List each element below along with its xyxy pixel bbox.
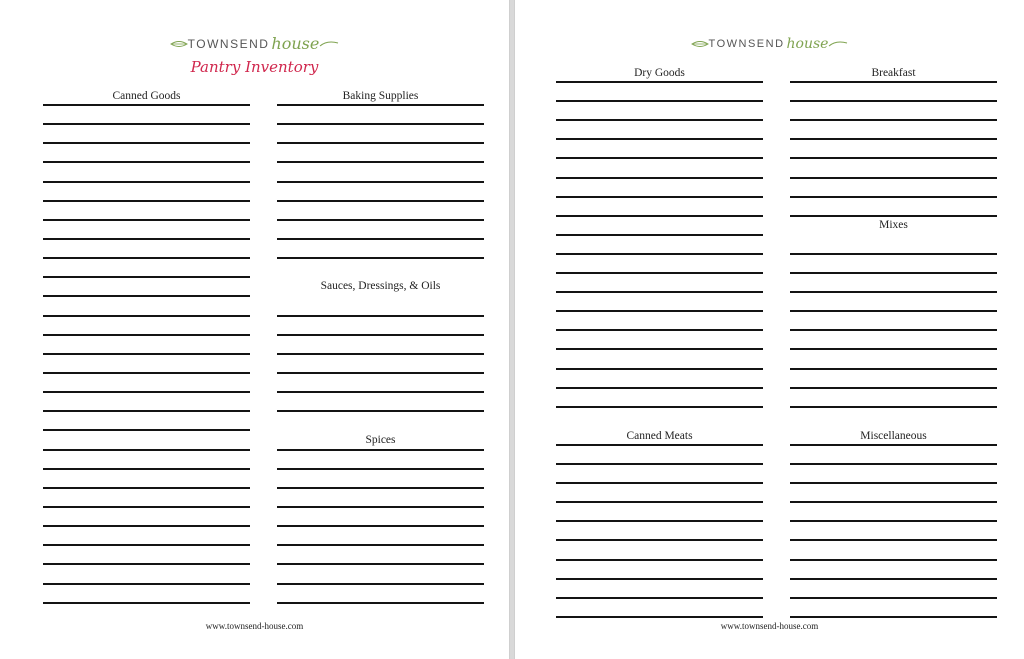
write-line	[790, 597, 997, 599]
write-line	[43, 276, 250, 278]
section-heading-spices: Spices	[365, 434, 396, 446]
write-line	[556, 559, 763, 561]
write-line	[277, 334, 484, 336]
write-line	[43, 161, 250, 163]
write-line	[43, 602, 250, 604]
write-line	[556, 329, 763, 331]
write-line	[43, 506, 250, 508]
page-footer-url: www.townsend-house.com	[720, 621, 819, 631]
write-line	[43, 315, 250, 317]
write-line	[790, 329, 997, 331]
write-line	[43, 487, 250, 489]
section-heading-canned-goods: Canned Goods	[112, 90, 181, 102]
write-line	[556, 463, 763, 465]
write-line	[556, 119, 763, 121]
write-line	[277, 525, 484, 527]
write-line	[790, 253, 997, 255]
write-line	[790, 444, 997, 446]
section-heading-mixes: Mixes	[879, 219, 908, 231]
write-line	[277, 142, 484, 144]
write-line	[790, 387, 997, 389]
brand-word-townsend: TOWNSEND	[187, 36, 270, 51]
write-line	[277, 583, 484, 585]
write-line	[556, 616, 763, 618]
write-line	[277, 563, 484, 565]
write-line	[556, 578, 763, 580]
section-heading-baking-supplies: Baking Supplies	[342, 90, 419, 102]
write-line	[43, 391, 250, 393]
write-line	[556, 539, 763, 541]
write-line	[43, 372, 250, 374]
write-line	[556, 387, 763, 389]
write-line	[790, 348, 997, 350]
write-line	[277, 123, 484, 125]
write-line	[277, 257, 484, 259]
write-line	[43, 334, 250, 336]
section-heading-breakfast: Breakfast	[871, 67, 916, 79]
write-line	[790, 196, 997, 198]
column-baking-sauces-spices	[277, 0, 484, 659]
write-line	[556, 597, 763, 599]
write-line	[556, 482, 763, 484]
write-line	[790, 501, 997, 503]
write-line	[277, 410, 484, 412]
write-line	[43, 142, 250, 144]
column-canned-goods	[43, 0, 250, 659]
write-line	[556, 253, 763, 255]
write-line	[277, 200, 484, 202]
write-line	[277, 161, 484, 163]
write-line	[277, 372, 484, 374]
write-line	[43, 544, 250, 546]
write-line	[43, 257, 250, 259]
write-line	[556, 157, 763, 159]
write-line	[556, 501, 763, 503]
write-line	[556, 406, 763, 408]
write-line	[790, 520, 997, 522]
brand-word-townsend: TOWNSEND	[708, 38, 785, 50]
page-footer-url: www.townsend-house.com	[205, 621, 304, 631]
column-dry-goods-canned-meats	[556, 0, 763, 659]
write-line	[277, 353, 484, 355]
write-line	[556, 234, 763, 236]
write-line	[556, 310, 763, 312]
section-heading-canned-meats: Canned Meats	[626, 430, 693, 442]
write-line	[790, 291, 997, 293]
section-heading-sauces: Sauces, Dressings, & Oils	[320, 280, 441, 292]
write-line	[277, 315, 484, 317]
write-line	[277, 487, 484, 489]
write-line	[790, 119, 997, 121]
write-line	[277, 181, 484, 183]
write-line	[556, 272, 763, 274]
page-subtitle: Pantry Inventory	[190, 58, 319, 76]
write-line	[790, 81, 997, 83]
write-line	[43, 468, 250, 470]
write-line	[556, 177, 763, 179]
write-line	[43, 219, 250, 221]
write-line	[790, 368, 997, 370]
write-line	[277, 506, 484, 508]
write-line	[790, 215, 997, 217]
write-line	[43, 429, 250, 431]
column-breakfast-mixes-misc	[790, 0, 997, 659]
write-line	[43, 181, 250, 183]
write-line	[790, 406, 997, 408]
write-line	[43, 104, 250, 106]
write-line	[556, 520, 763, 522]
write-line	[790, 539, 997, 541]
write-line	[277, 238, 484, 240]
brand-word-house: house	[271, 34, 320, 53]
right-page	[514, 0, 1024, 659]
write-line	[790, 578, 997, 580]
write-line	[43, 200, 250, 202]
write-line	[790, 177, 997, 179]
write-line	[43, 123, 250, 125]
write-line	[556, 81, 763, 83]
write-line	[43, 525, 250, 527]
write-line	[43, 410, 250, 412]
write-line	[556, 368, 763, 370]
write-line	[277, 391, 484, 393]
write-line	[790, 100, 997, 102]
write-line	[556, 444, 763, 446]
write-line	[556, 196, 763, 198]
write-line	[790, 616, 997, 618]
write-line	[790, 272, 997, 274]
write-line	[790, 463, 997, 465]
write-line	[556, 138, 763, 140]
write-line	[556, 215, 763, 217]
write-line	[790, 482, 997, 484]
write-line	[277, 468, 484, 470]
write-line	[556, 348, 763, 350]
write-line	[790, 310, 997, 312]
write-line	[556, 100, 763, 102]
write-line	[43, 238, 250, 240]
write-line	[277, 104, 484, 106]
write-line	[43, 295, 250, 297]
write-line	[790, 157, 997, 159]
write-line	[43, 449, 250, 451]
write-line	[790, 138, 997, 140]
write-line	[43, 353, 250, 355]
section-heading-dry-goods: Dry Goods	[634, 67, 685, 79]
write-line	[277, 544, 484, 546]
write-line	[277, 219, 484, 221]
write-line	[277, 602, 484, 604]
brand-word-house: house	[786, 36, 829, 52]
write-line	[790, 559, 997, 561]
write-line	[277, 449, 484, 451]
left-page	[0, 0, 510, 659]
write-line	[43, 563, 250, 565]
section-heading-miscellaneous: Miscellaneous	[860, 430, 927, 442]
write-line	[43, 583, 250, 585]
write-line	[556, 291, 763, 293]
